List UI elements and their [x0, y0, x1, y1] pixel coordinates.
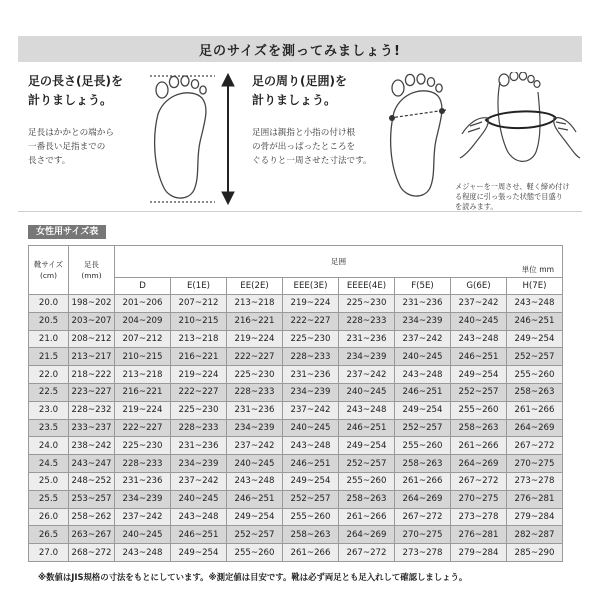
left-hand: [460, 118, 488, 158]
width-header: H(7E): [507, 278, 563, 295]
girth-cell: 204~209: [115, 312, 171, 330]
foot-length-cell: 258~262: [69, 508, 115, 526]
shoe-size-cell: 21.5: [29, 348, 69, 366]
girth-cell: 219~224: [171, 366, 227, 384]
girth-cell: 246~251: [171, 526, 227, 544]
girth-cell: 246~251: [451, 348, 507, 366]
girth-cell: 237~242: [171, 472, 227, 490]
girth-cell: 210~215: [171, 312, 227, 330]
girth-cell: 228~233: [339, 312, 395, 330]
girth-cell: 234~239: [227, 419, 283, 437]
girth-cell: 249~254: [507, 330, 563, 348]
tape-note-line2: る程度に引っ張った状態で目盛り: [455, 192, 563, 201]
col-header-shoe-size: [29, 246, 69, 295]
girth-heading-line1: 足の周り(足囲)を: [252, 74, 347, 88]
girth-description: [252, 126, 372, 168]
foot-length-cell: 203~207: [69, 312, 115, 330]
girth-cell: 264~269: [451, 455, 507, 473]
girth-cell: 243~248: [283, 437, 339, 455]
table-row: [29, 419, 563, 437]
col-header-foot-length: [69, 246, 115, 295]
right-hand: [554, 118, 580, 158]
girth-cell: 237~242: [283, 401, 339, 419]
tape-measure-note: [455, 182, 570, 212]
girth-cell: 240~245: [395, 348, 451, 366]
foot-length-cell: 228~232: [69, 401, 115, 419]
girth-header-label: 足囲: [330, 257, 347, 266]
girth-cell: 231~236: [283, 366, 339, 384]
footnote: ※数値はJIS規格の寸法をもとにしています。※測定値は目安です。靴は必ず両足とも足入れして確認しましょう。: [38, 572, 468, 582]
table-row: [29, 526, 563, 544]
girth-desc-line3: ぐるりと一周させた寸法です。: [252, 156, 372, 166]
measured-foot: [498, 82, 540, 161]
shoe-size-cell: 24.5: [29, 455, 69, 473]
girth-cell: 228~233: [171, 419, 227, 437]
shoe-size-cell: 24.0: [29, 437, 69, 455]
girth-cell: 213~218: [171, 330, 227, 348]
table-row: [29, 312, 563, 330]
girth-cell: 282~287: [507, 526, 563, 544]
girth-cell: 243~248: [395, 366, 451, 384]
page-title: 足のサイズを測ってみましょう!: [18, 36, 582, 62]
girth-cell: 273~278: [395, 544, 451, 562]
girth-cell: 258~263: [283, 526, 339, 544]
girth-cell: 279~284: [451, 544, 507, 562]
girth-cell: 225~230: [227, 366, 283, 384]
foot-length-cell: 218~222: [69, 366, 115, 384]
length-desc-line1: 足長はかかとの端から: [28, 128, 114, 138]
girth-cell: 246~251: [227, 490, 283, 508]
girth-cell: 249~254: [339, 437, 395, 455]
girth-cell: 252~257: [227, 526, 283, 544]
girth-cell: 201~206: [115, 295, 171, 313]
tape-note-line1: メジャーを一周させ、軽く締め付け: [455, 182, 570, 191]
girth-cell: 273~278: [507, 472, 563, 490]
width-header: EEEE(4E): [339, 278, 395, 295]
girth-cell: 276~281: [451, 526, 507, 544]
girth-cell: 222~227: [171, 383, 227, 401]
shoe-size-cell: 26.5: [29, 526, 69, 544]
girth-heading-line2: 計りましょう。: [252, 93, 337, 107]
girth-cell: 258~263: [507, 383, 563, 401]
table-row: [29, 348, 563, 366]
girth-cell: 222~227: [283, 312, 339, 330]
shoe-size-cell: 23.0: [29, 401, 69, 419]
length-description: [28, 126, 114, 168]
foot-length-cell: 248~252: [69, 472, 115, 490]
shoe-size-cell: 26.0: [29, 508, 69, 526]
girth-cell: 240~245: [171, 490, 227, 508]
girth-cell: 234~239: [283, 383, 339, 401]
girth-cell: 246~251: [395, 383, 451, 401]
girth-cell: 273~278: [451, 508, 507, 526]
girth-cell: 255~260: [227, 544, 283, 562]
girth-heading: [252, 72, 347, 110]
girth-cell: 270~275: [451, 490, 507, 508]
col-foot-line2: (mm): [81, 271, 102, 280]
shoe-size-cell: 20.5: [29, 312, 69, 330]
girth-cell: 252~257: [395, 419, 451, 437]
foot-length-cell: 243~247: [69, 455, 115, 473]
footprint-outline: [155, 93, 206, 198]
length-arrow: [222, 74, 234, 204]
foot-length-cell: 208~212: [69, 330, 115, 348]
girth-cell: 231~236: [227, 401, 283, 419]
girth-cell: 240~245: [227, 455, 283, 473]
girth-cell: 207~212: [115, 330, 171, 348]
girth-line: [389, 108, 446, 121]
girth-cell: 267~272: [395, 508, 451, 526]
girth-desc-line2: の骨が出っぱったところを: [252, 142, 356, 152]
girth-cell: 231~236: [115, 472, 171, 490]
girth-cell: 225~230: [115, 437, 171, 455]
girth-cell: 228~233: [283, 348, 339, 366]
table-row: [29, 472, 563, 490]
length-heading: [28, 72, 123, 110]
section-divider: [18, 211, 582, 212]
girth-cell: 261~266: [451, 437, 507, 455]
girth-cell: 261~266: [339, 508, 395, 526]
table-row: [29, 508, 563, 526]
table-row: [29, 330, 563, 348]
girth-cell: 243~248: [339, 401, 395, 419]
girth-cell: 246~251: [507, 312, 563, 330]
table-row: [29, 383, 563, 401]
foot-length-cell: 213~217: [69, 348, 115, 366]
girth-cell: 216~221: [227, 312, 283, 330]
shoe-size-cell: 25.0: [29, 472, 69, 490]
girth-cell: 246~251: [283, 455, 339, 473]
foot-length-cell: 253~257: [69, 490, 115, 508]
foot-length-cell: 233~237: [69, 419, 115, 437]
girth-desc-line1: 足囲は親指と小指の付け根: [252, 128, 356, 138]
shoe-size-cell: 20.0: [29, 295, 69, 313]
width-header: F(5E): [395, 278, 451, 295]
girth-cell: 228~233: [227, 383, 283, 401]
girth-cell: 249~254: [283, 472, 339, 490]
width-header: G(6E): [451, 278, 507, 295]
girth-cell: 231~236: [395, 295, 451, 313]
width-header: E(1E): [171, 278, 227, 295]
foot-length-cell: 198~202: [69, 295, 115, 313]
girth-cell: 264~269: [339, 526, 395, 544]
girth-cell: 222~227: [227, 348, 283, 366]
girth-cell: 249~254: [395, 401, 451, 419]
girth-cell: 246~251: [339, 419, 395, 437]
tape-measure-illustration: [456, 72, 582, 180]
col-shoe-line2: (cm): [39, 271, 58, 280]
girth-cell: 267~272: [451, 472, 507, 490]
size-table: [28, 245, 563, 562]
tape-note-line3: を読みます。: [455, 202, 498, 211]
girth-cell: 240~245: [339, 383, 395, 401]
foot-girth-illustration: [382, 70, 454, 202]
girth-cell: 225~230: [283, 330, 339, 348]
girth-cell: 261~266: [395, 472, 451, 490]
girth-cell: 219~224: [227, 330, 283, 348]
girth-cell: 210~215: [115, 348, 171, 366]
shoe-size-cell: 21.0: [29, 330, 69, 348]
girth-cell: 255~260: [339, 472, 395, 490]
girth-cell: 243~248: [171, 508, 227, 526]
girth-cell: 261~266: [507, 401, 563, 419]
girth-cell: 234~239: [115, 490, 171, 508]
girth-cell: 255~260: [283, 508, 339, 526]
girth-cell: 222~227: [115, 419, 171, 437]
girth-cell: 258~263: [339, 490, 395, 508]
girth-cell: 270~275: [395, 526, 451, 544]
col-shoe-line1: 靴サイズ: [34, 260, 63, 269]
table-title: 女性用サイズ表: [28, 225, 106, 239]
girth-cell: 249~254: [227, 508, 283, 526]
width-header: EE(2E): [227, 278, 283, 295]
col-header-girth: [115, 246, 563, 278]
girth-cell: 234~239: [171, 455, 227, 473]
table-row: [29, 455, 563, 473]
girth-cell: 243~248: [115, 544, 171, 562]
girth-cell: 234~239: [395, 312, 451, 330]
girth-cell: 213~218: [115, 366, 171, 384]
girth-cell: 285~290: [507, 544, 563, 562]
girth-cell: 237~242: [339, 366, 395, 384]
table-row: [29, 544, 563, 562]
girth-cell: 237~242: [227, 437, 283, 455]
girth-cell: 243~248: [451, 330, 507, 348]
width-header: D: [115, 278, 171, 295]
girth-cell: 219~224: [115, 401, 171, 419]
foot-length-cell: 268~272: [69, 544, 115, 562]
girth-cell: 255~260: [451, 401, 507, 419]
length-desc-line2: 一番長い足指までの: [28, 142, 106, 152]
unit-label: 単位 mm: [521, 265, 554, 274]
girth-cell: 240~245: [451, 312, 507, 330]
girth-footprint-outline: [391, 91, 442, 196]
table-row: [29, 366, 563, 384]
foot-length-cell: 263~267: [69, 526, 115, 544]
girth-cell: 267~272: [507, 437, 563, 455]
girth-cell: 270~275: [507, 455, 563, 473]
girth-cell: 261~266: [283, 544, 339, 562]
girth-cell: 234~239: [339, 348, 395, 366]
girth-cell: 237~242: [395, 330, 451, 348]
girth-cell: 225~230: [339, 295, 395, 313]
table-row: [29, 490, 563, 508]
girth-cell: 243~248: [227, 472, 283, 490]
shoe-size-cell: 22.5: [29, 383, 69, 401]
girth-cell: 249~254: [451, 366, 507, 384]
girth-cell: 249~254: [171, 544, 227, 562]
shoe-size-cell: 23.5: [29, 419, 69, 437]
girth-cell: 255~260: [507, 366, 563, 384]
shoe-size-cell: 27.0: [29, 544, 69, 562]
tape-loop: [486, 111, 556, 128]
girth-cell: 276~281: [507, 490, 563, 508]
length-desc-line3: 長さです。: [28, 156, 71, 166]
shoe-size-cell: 22.0: [29, 366, 69, 384]
girth-cell: 255~260: [395, 437, 451, 455]
girth-cell: 228~233: [115, 455, 171, 473]
girth-cell: 252~257: [283, 490, 339, 508]
girth-cell: 231~236: [339, 330, 395, 348]
girth-cell: 237~242: [451, 295, 507, 313]
foot-length-cell: 238~242: [69, 437, 115, 455]
girth-cell: 267~272: [339, 544, 395, 562]
foot-length-cell: 223~227: [69, 383, 115, 401]
girth-cell: 243~248: [507, 295, 563, 313]
girth-cell: 219~224: [283, 295, 339, 313]
girth-cell: 264~269: [395, 490, 451, 508]
girth-cell: 216~221: [171, 348, 227, 366]
girth-cell: 252~257: [451, 383, 507, 401]
table-row: [29, 437, 563, 455]
girth-cell: 252~257: [507, 348, 563, 366]
girth-cell: 213~218: [227, 295, 283, 313]
col-foot-line1: 足長: [84, 260, 99, 269]
length-heading-line2: 計りましょう。: [28, 93, 113, 107]
girth-cell: 237~242: [115, 508, 171, 526]
girth-cell: 258~263: [395, 455, 451, 473]
girth-cell: 231~236: [171, 437, 227, 455]
girth-cell: 225~230: [171, 401, 227, 419]
foot-length-illustration: [140, 68, 240, 208]
width-header: EEE(3E): [283, 278, 339, 295]
girth-cell: 207~212: [171, 295, 227, 313]
girth-cell: 264~269: [507, 419, 563, 437]
table-row: [29, 295, 563, 313]
girth-cell: 216~221: [115, 383, 171, 401]
girth-cell: 279~284: [507, 508, 563, 526]
girth-cell: 240~245: [115, 526, 171, 544]
shoe-size-cell: 25.5: [29, 490, 69, 508]
length-heading-line1: 足の長さ(足長)を: [28, 74, 123, 88]
girth-cell: 240~245: [283, 419, 339, 437]
table-row: [29, 401, 563, 419]
girth-cell: 252~257: [339, 455, 395, 473]
girth-cell: 258~263: [451, 419, 507, 437]
